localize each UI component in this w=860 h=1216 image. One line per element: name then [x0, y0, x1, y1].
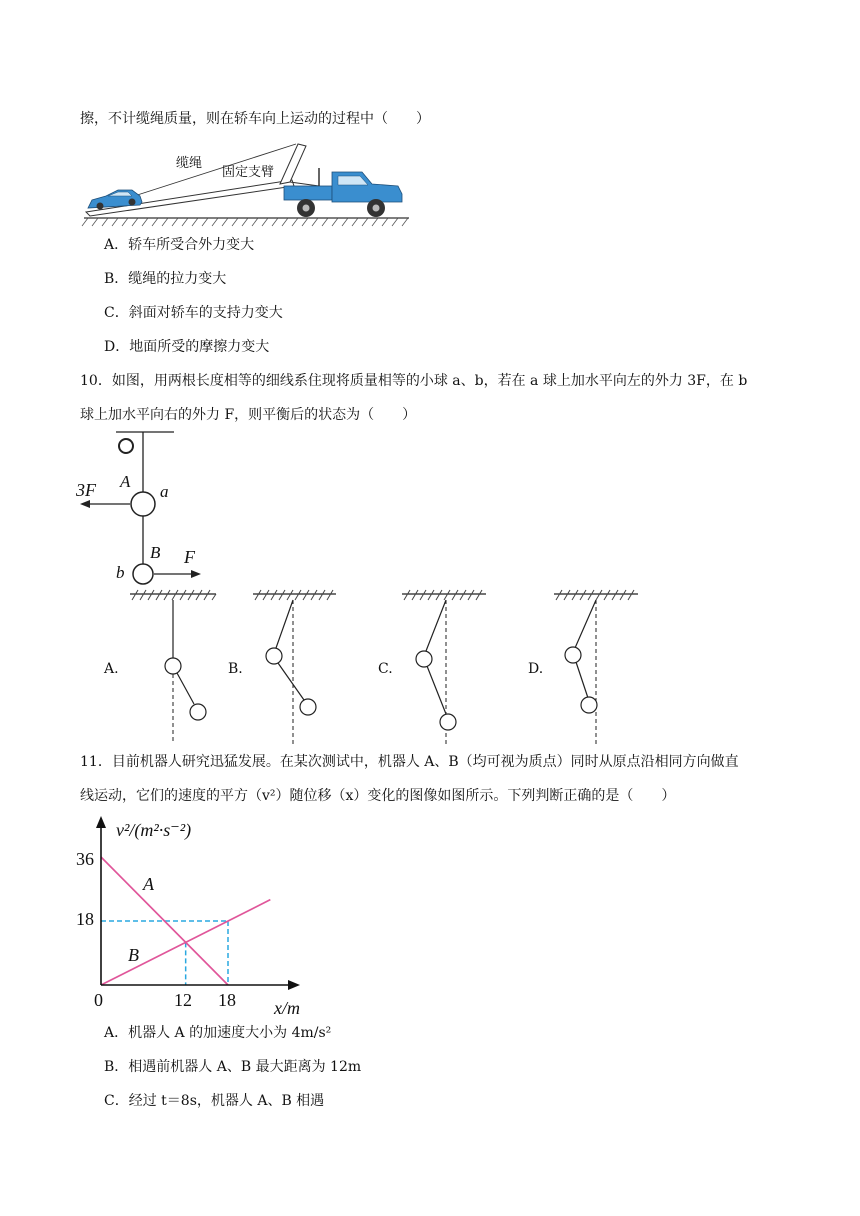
tow-truck-figure: [84, 138, 414, 228]
series-b-label: B: [128, 945, 139, 965]
q10-stem-line2: 球上加水平向右的外力 F，则平衡后的状态为（ ）: [80, 407, 417, 423]
choice-c-label: C.: [378, 661, 393, 677]
q10-stem-line1: 10．如图，用两根长度相等的细线系住现将质量相等的小球 a、b，若在 a 球上加水平向左的外力 3F，在 b: [80, 373, 748, 389]
point-b-upper-label: B: [150, 543, 161, 562]
x-axis-arrow: [288, 980, 300, 990]
ball-b-label: b: [116, 563, 125, 582]
q11-stem-line1: 11．目前机器人研究迅猛发展。在某次测试中，机器人 A、B（均可视为质点）同时从原点沿相同方向做直: [80, 754, 739, 770]
x-tick-12: 12: [174, 990, 192, 1010]
series-line-B: [101, 900, 270, 985]
q9-option-a: A．轿车所受合外力变大: [104, 237, 255, 253]
v2-x-chart: [0, 810, 340, 1020]
force-f-label: F: [184, 547, 195, 567]
q11-option-b: B．相遇前机器人 A、B 最大距离为 12m: [104, 1059, 362, 1075]
q11-option-c: C．经过 t＝8s，机器人 A、B 相遇: [104, 1093, 325, 1109]
q9-option-d: D．地面所受的摩擦力变大: [104, 339, 270, 355]
point-a-upper-label: A: [120, 472, 131, 491]
choice-c-diagram: [402, 590, 486, 744]
x-tick-18: 18: [218, 990, 236, 1010]
choice-a-diagram: [130, 590, 216, 744]
choice-a-label: A.: [104, 661, 119, 677]
q9-stem-tail: 擦，不计缆绳质量，则在轿车向上运动的过程中（ ）: [80, 111, 430, 127]
series-a-label: A: [143, 874, 154, 894]
y-axis-label: v²/(m²·s⁻²): [116, 820, 192, 840]
ball-a-label: a: [160, 482, 169, 501]
choice-b-label: B.: [228, 661, 243, 677]
q10-force-figure: [70, 428, 220, 588]
y-tick-18: 18: [76, 909, 94, 929]
choice-d-label: D.: [528, 661, 544, 677]
x-tick-0: 0: [94, 990, 103, 1010]
choice-d-diagram: [554, 590, 638, 744]
y-axis-arrow: [96, 816, 106, 828]
q9-option-c: C．斜面对轿车的支持力变大: [104, 305, 283, 321]
tow-truck-icon: [284, 168, 402, 217]
q11-stem-line2: 线运动，它们的速度的平方（v²）随位移（x）变化的图像如图所示。下列判断正确的是（ ）: [80, 788, 676, 804]
q10-choice-figures: [0, 586, 860, 748]
choice-b-diagram: [253, 590, 336, 744]
cable-label: 缆绳: [176, 156, 203, 171]
q9-option-b: B．缆绳的拉力变大: [104, 271, 227, 287]
fixed-arm-label: 固定支臂: [222, 165, 275, 180]
force-3f-label: 3F: [76, 480, 96, 500]
x-axis-label: x/m: [274, 998, 300, 1018]
y-tick-36: 36: [76, 849, 94, 869]
q11-option-a: A．机器人 A 的加速度大小为 4m/s²: [104, 1025, 332, 1041]
